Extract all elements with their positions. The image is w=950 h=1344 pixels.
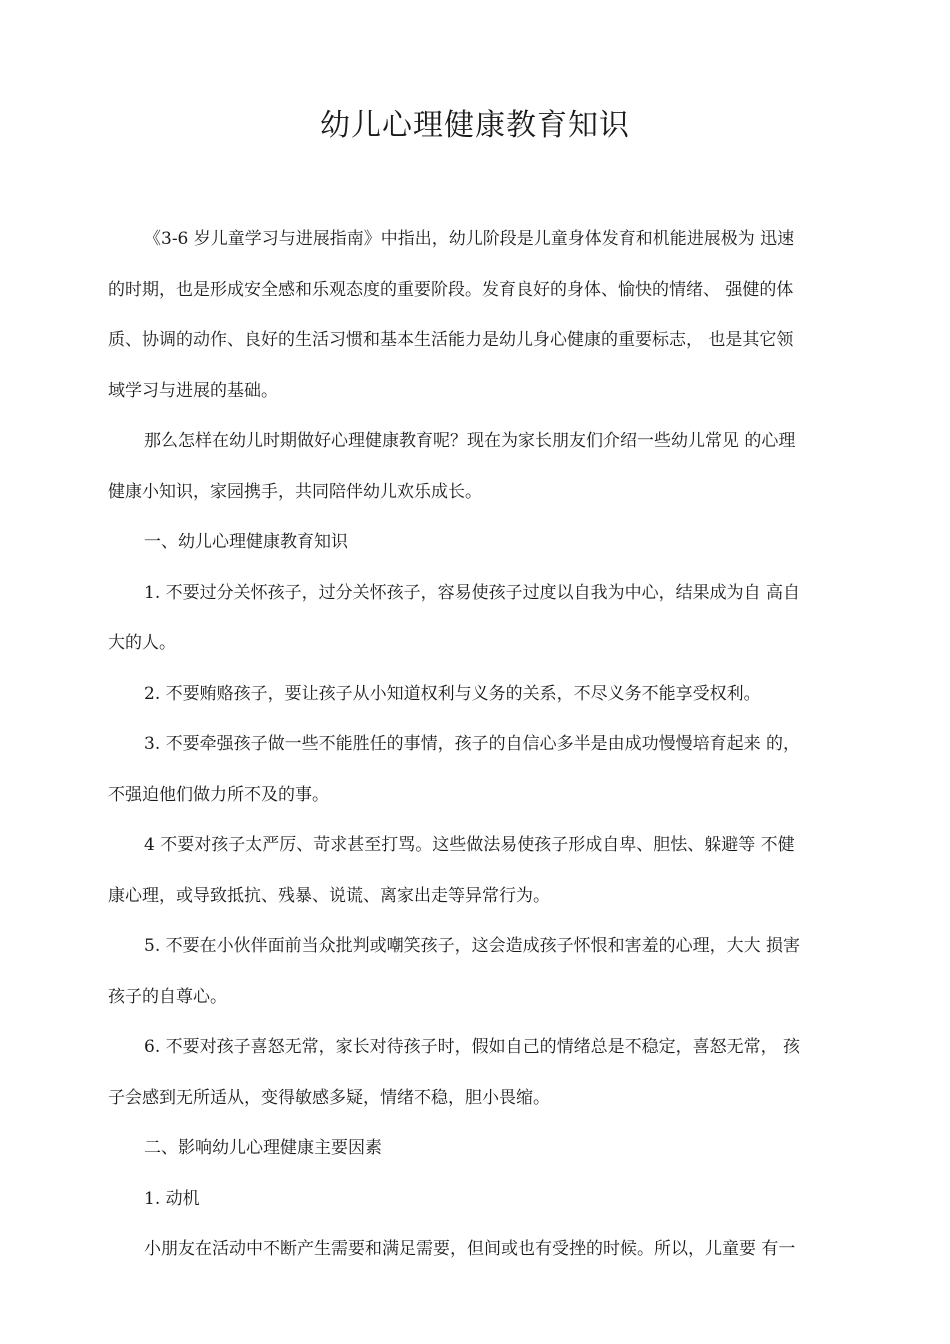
text-line: 《3-6 岁儿童学习与进展指南》中指出，幼儿阶段是儿童身体发育和机能进展极为 迅速 [144, 229, 795, 249]
text-line: 不强迫他们做力所不及的事。 [108, 784, 329, 805]
text-line: 康心理，或导致抵抗、残暴、说谎、离家出走等异常行为。 [108, 885, 550, 906]
list-item: 6. 不要对孩子喜怒无常，家长对待孩子时，假如自己的情绪总是不稳定，喜怒无常， 孩 [144, 1037, 801, 1057]
text-line: 孩子的自尊心。 [108, 986, 227, 1007]
section-heading: 二、影响幼儿心理健康主要因素 [144, 1138, 382, 1158]
list-item: 5. 不要在小伙伴面前当众批判或嘲笑孩子，这会造成孩子怀恨和害羞的心理，大大 损害 [144, 936, 801, 956]
text-line: 大的人。 [108, 633, 176, 653]
text-line: 那么怎样在幼儿时期做好心理健康教育呢？现在为家长朋友们介绍一些幼儿常见 的心理 [144, 431, 796, 451]
list-item: 4 不要对孩子太严厉、苛求甚至打骂。这些做法易使孩子形成自卑、胆怯、躲避等 不健 [144, 835, 795, 855]
text-line: 质、协调的动作、良好的生活习惯和基本生活能力是幼儿身心健康的重要标志， 也是其它领 [108, 330, 794, 350]
document-title: 幼儿心理健康教育知识 [320, 108, 630, 143]
list-item: 3. 不要牵强孩子做一些不能胜任的事情，孩子的自信心多半是由成功慢慢培育起来 的， [144, 734, 801, 754]
text-line: 子会感到无所适从，变得敏感多疑，情绪不稳，胆小畏缩。 [108, 1087, 550, 1108]
list-item: 2. 不要贿赂孩子，要让孩子从小知道权利与义务的关系，不尽义务不能享受权利。 [144, 683, 761, 704]
list-item: 1. 不要过分关怀孩子，过分关怀孩子，容易使孩子过度以自我为中心，结果成为自 高自 [144, 582, 801, 603]
document-body [108, 214, 850, 1275]
text-line: 健康小知识，家园携手，共同陪伴幼儿欢乐成长。 [108, 481, 482, 502]
list-item: 1. 动机 [144, 1188, 200, 1209]
text-line: 小朋友在活动中不断产生需要和满足需要，但间或也有受挫的时候。所以，儿童要 有一 [144, 1239, 796, 1259]
text-line: 域学习与进展的基础。 [108, 380, 278, 401]
text-line: 的时期，也是形成安全感和乐观态度的重要阶段。发育良好的身体、愉快的情绪、 强健的体 [108, 279, 794, 300]
section-heading: 一、幼儿心理健康教育知识 [144, 532, 348, 552]
